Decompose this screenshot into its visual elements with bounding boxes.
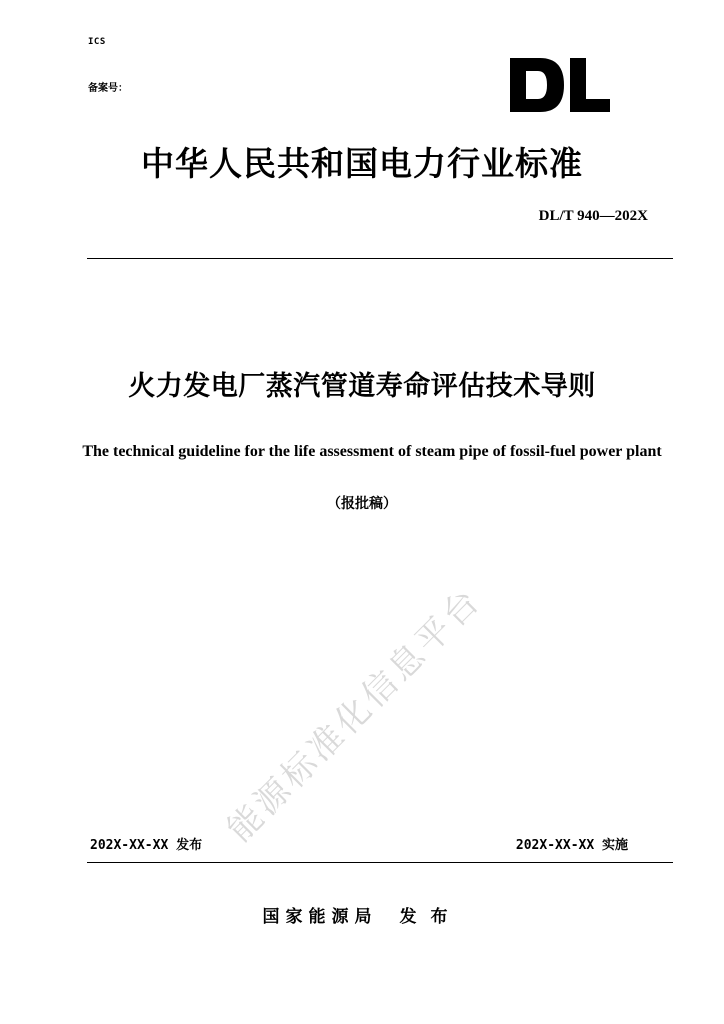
top-divider — [87, 258, 673, 259]
publisher-action: 发布 — [399, 907, 462, 927]
publisher-line — [0, 902, 724, 927]
publisher-organization: 国家能源局 — [262, 907, 378, 927]
draft-status: （报批稿） — [327, 496, 397, 512]
watermark: 能源标准化信息平台 — [219, 579, 490, 850]
ics-label: ICS — [88, 37, 106, 47]
standard-organization-title: 中华人民共和国电力行业标准 — [141, 144, 583, 183]
issue-date: 202X-XX-XX 发布 — [90, 838, 203, 853]
document-title-english: The technical guideline for the life assessment of steam pipe of fossil-fuel power plant — [82, 443, 662, 460]
standard-code: DL/T 940—202X — [538, 208, 648, 224]
filing-number-label: 备案号： — [88, 83, 128, 94]
bottom-divider — [87, 862, 673, 863]
dl-logo — [506, 52, 616, 118]
implementation-date: 202X-XX-XX 实施 — [515, 838, 628, 853]
document-title-chinese: 火力发电厂蒸汽管道寿命评估技术导则 — [128, 371, 596, 402]
